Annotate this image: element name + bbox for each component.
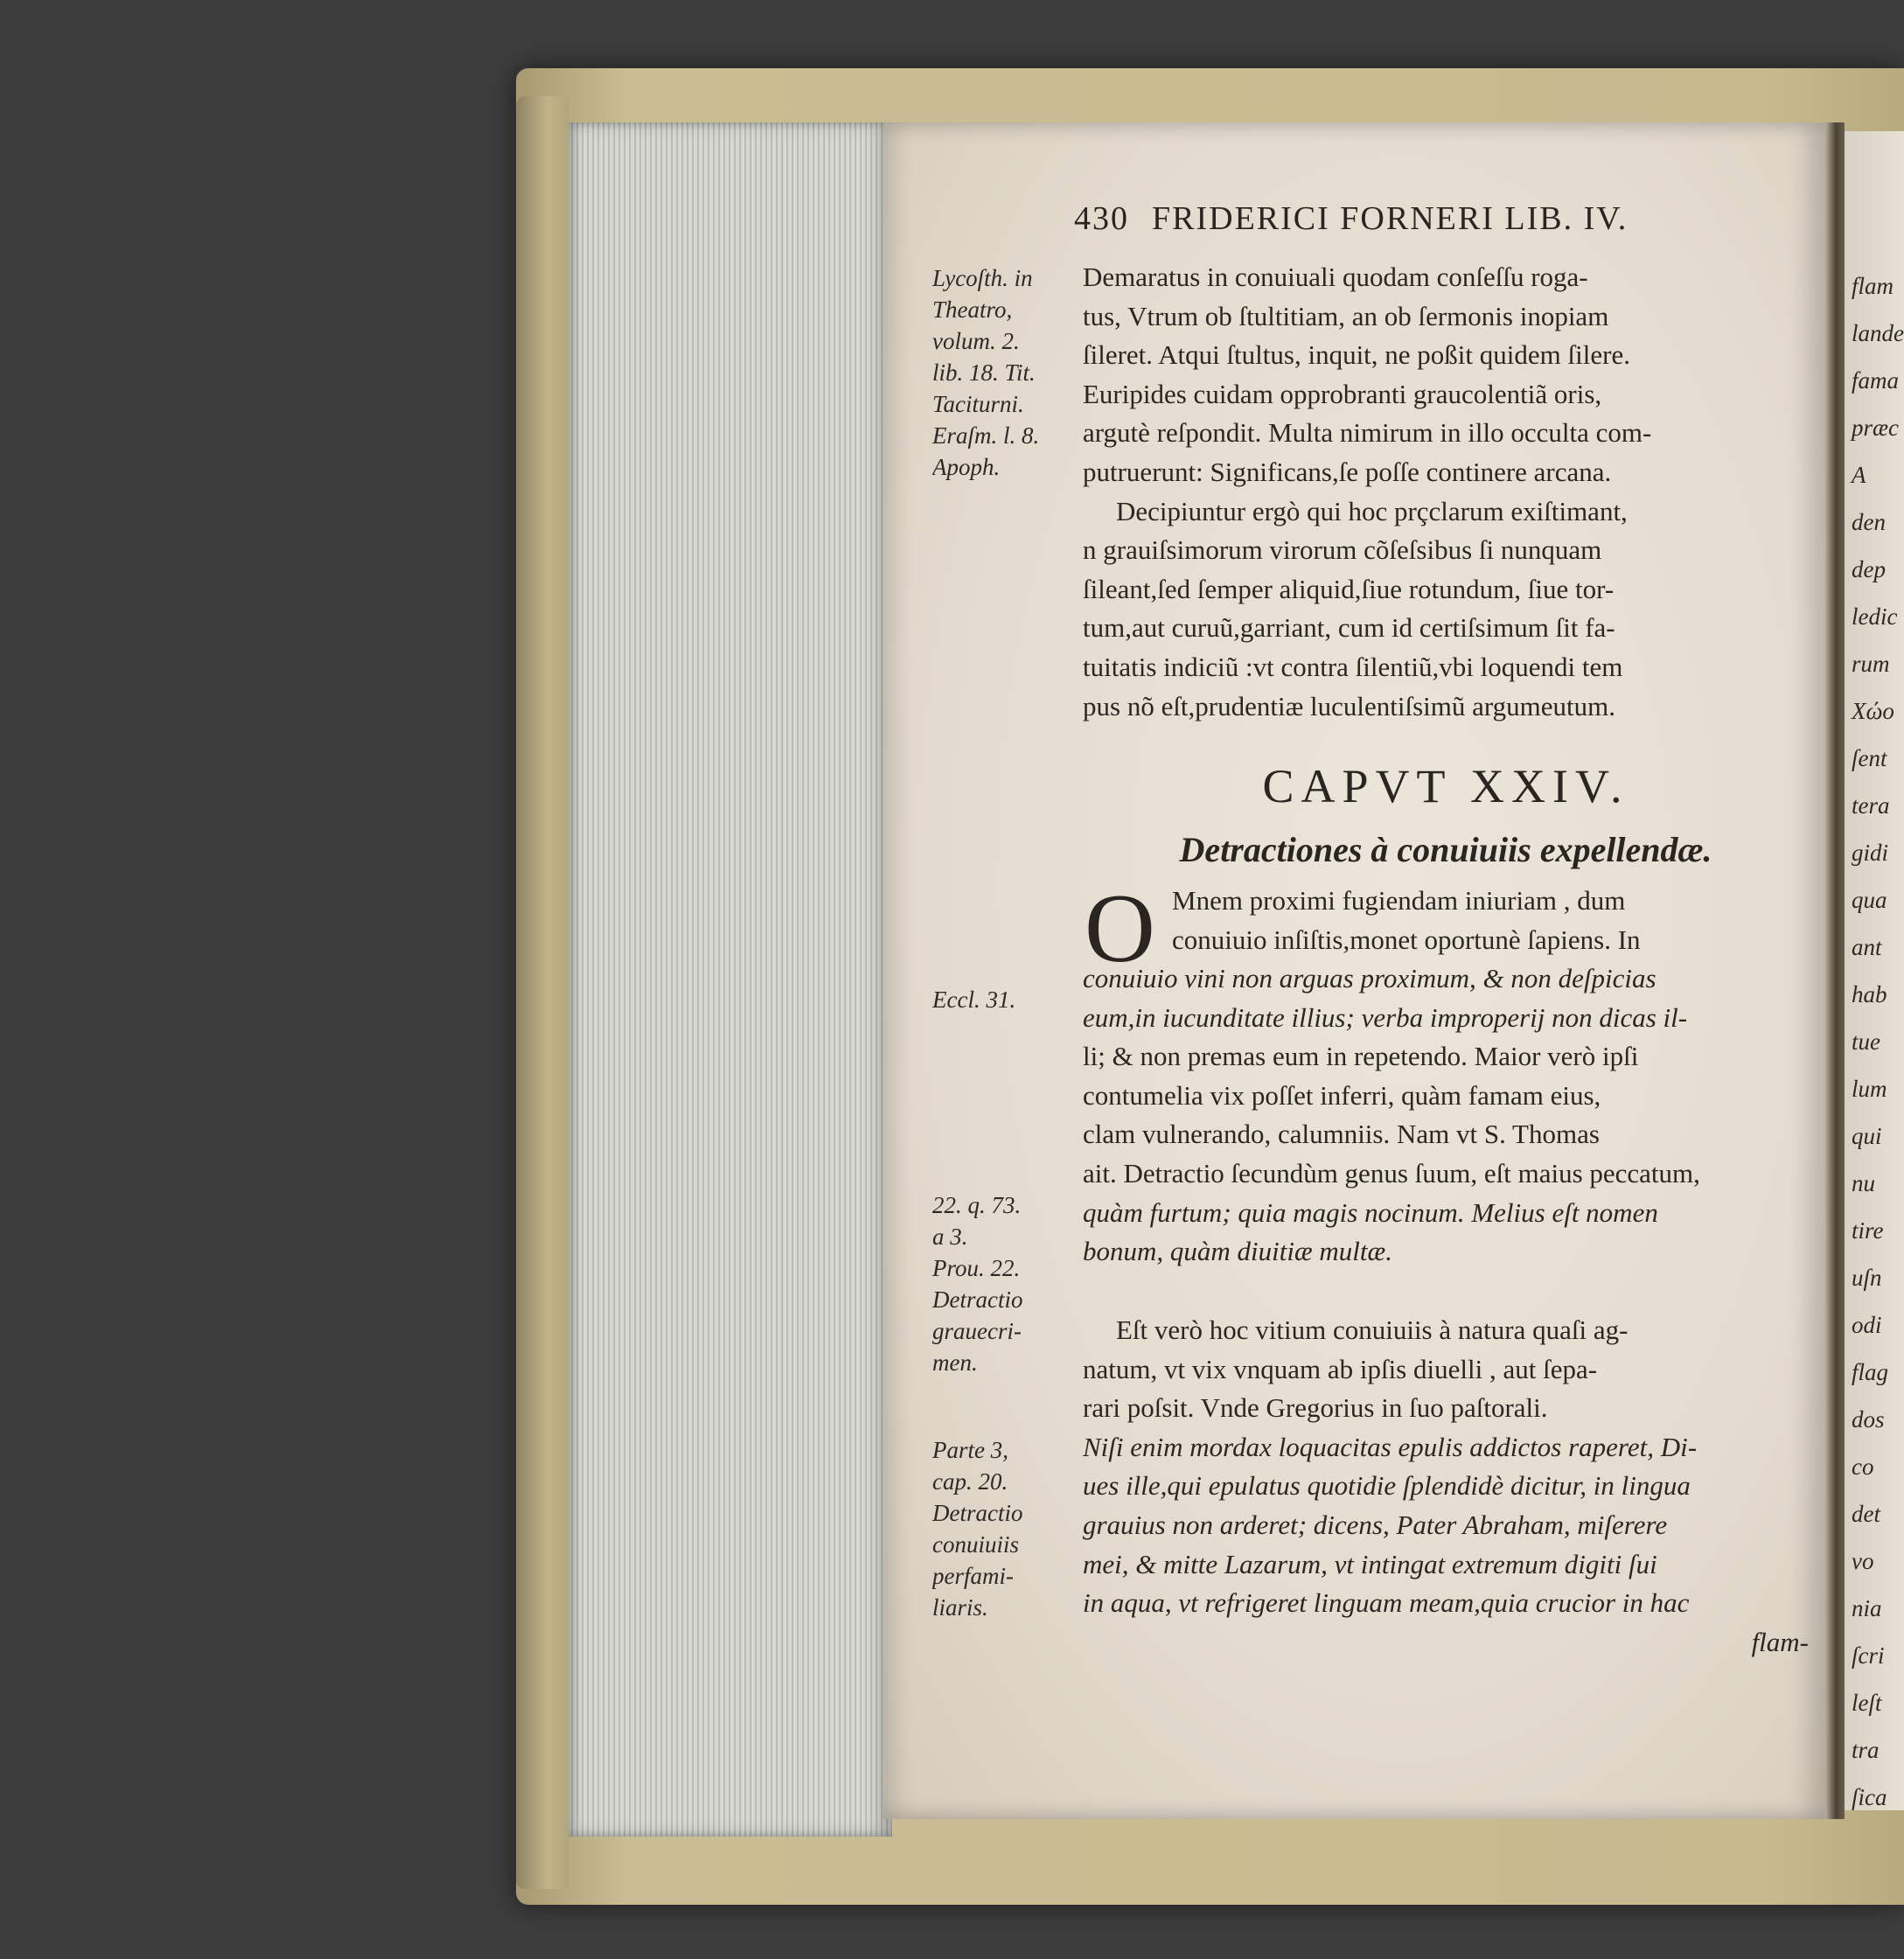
margin-line: volum. 2. — [932, 328, 1020, 354]
text-line: putruerunt: Significans,ſe poſſe continere arcana. — [1083, 456, 1612, 487]
margin-line: Eraſm. l. 8. — [932, 422, 1040, 449]
book-spine — [516, 96, 568, 1889]
margin-line: grauecri- — [932, 1318, 1022, 1344]
right-page-fragment: rum — [1852, 651, 1890, 677]
text-line: ſileant,ſed ſemper aliquid,ſiue rotundum, ſiue tor- — [1083, 573, 1615, 604]
text-line: Decipiuntur ergò qui hoc prçclarum exiſtimant, — [1116, 495, 1628, 526]
right-page-fragment: Xώo — [1852, 698, 1894, 724]
right-page-fragment: tera — [1852, 792, 1890, 819]
right-page-fragment: vo — [1852, 1548, 1874, 1574]
right-page-fragment: ſent — [1852, 745, 1887, 771]
text-line: grauius non arderet; dicens, Pater Abraham, miſerere — [1083, 1509, 1668, 1540]
margin-line: Eccl. 31. — [932, 986, 1016, 1013]
margin-line: men. — [932, 1349, 978, 1376]
right-page-fragment: ſcri — [1852, 1642, 1885, 1669]
text-line: argutè reſpondit. Multa nimirum in illo occulta com- — [1083, 417, 1652, 449]
gutter — [1825, 122, 1845, 1819]
paragraph-4 — [1083, 1311, 1809, 1662]
right-page-fragment: tire — [1852, 1217, 1884, 1244]
paragraph-3-opening — [1172, 882, 1809, 959]
text-line: tum,aut curuũ,garriant, cum id certiſsimum ſit fa- — [1083, 612, 1615, 644]
text-line: contumelia vix poſſet inferri, quàm famam eius, — [1083, 1079, 1601, 1111]
text-line: mei, & mitte Lazarum, vt intingat extremum digiti ſui — [1083, 1548, 1657, 1579]
text-line: conuiuio vini non arguas proximum, & non deſpicias — [1083, 963, 1656, 993]
margin-line: liaris. — [932, 1594, 988, 1621]
right-page-fragment: dep — [1852, 556, 1886, 582]
right-page-fragment: co — [1852, 1454, 1874, 1480]
text-line: bonum, quàm diuitiæ multæ. — [1083, 1236, 1392, 1267]
margin-line: lib. 18. Tit. — [932, 359, 1036, 386]
text-line: conuiuio inſiſtis,monet oportunè ſapiens. In — [1172, 924, 1641, 955]
right-page-fragment: nu — [1852, 1170, 1875, 1196]
margin-line: perfami- — [932, 1563, 1014, 1589]
right-page-fragment: ant — [1852, 934, 1882, 960]
margin-note-3 — [932, 1189, 1072, 1378]
right-page-fragment: præc — [1852, 415, 1899, 441]
margin-line: Detractio — [932, 1500, 1023, 1526]
paragraph-3 — [1083, 959, 1809, 1272]
margin-line: Apoph. — [932, 454, 1001, 480]
margin-line: cap. 20. — [932, 1468, 1008, 1495]
right-page-fragment: lande — [1852, 320, 1904, 346]
paragraph-1 — [1083, 258, 1809, 726]
margin-note-4 — [932, 1434, 1072, 1623]
text-line: in aqua, vt refrigeret linguam meam,quia crucior in hac — [1083, 1587, 1690, 1619]
right-page-fragment: fama — [1852, 367, 1899, 394]
text-line: Demaratus in conuiuali quodam conſeſſu roga- — [1083, 261, 1588, 292]
margin-line: conuiuiis — [932, 1531, 1019, 1558]
margin-line: Detractio — [932, 1286, 1023, 1313]
text-line: ſileret. Atqui ſtultus, inquit, ne poßit quidem ſilere. — [1083, 339, 1630, 371]
right-page-fragment: tue — [1852, 1028, 1880, 1055]
right-page-fragment: flam — [1852, 273, 1894, 299]
text-line: pus nõ eſt,prudentiæ luculentiſsimũ argumeutum. — [1083, 690, 1616, 722]
text-line: tus, Vtrum ob ſtultitiam, an ob ſermonis inopiam — [1083, 300, 1609, 331]
right-page-fragment: tra — [1852, 1737, 1880, 1763]
right-page-fragment: qui — [1852, 1123, 1882, 1149]
right-page-fragment: leſt — [1852, 1690, 1882, 1716]
margin-line: a 3. — [932, 1224, 968, 1250]
catchword: flam- — [1751, 1626, 1809, 1657]
right-page-fragment: ſica — [1852, 1784, 1887, 1810]
right-page-fragment: den — [1852, 509, 1886, 535]
right-page-fragment: A — [1852, 462, 1866, 488]
text-line: eum,in iucunditate illius; verba improperij non dicas il- — [1083, 1001, 1688, 1033]
right-page-fragment: gidi — [1852, 840, 1889, 866]
chapter-subtitle: Detractiones à conuiuiis expellendæ. — [1179, 830, 1712, 869]
right-page-fragment: qua — [1852, 887, 1887, 913]
running-title: FRIDERICI FORNERI LIB. IV. — [1152, 200, 1629, 237]
text-line: clam vulnerando, calumniis. Nam vt S. Thomas — [1083, 1119, 1600, 1150]
text-line: quàm furtum; quia magis nocinum. Melius eſt nomen — [1083, 1196, 1658, 1228]
text-line: tuitatis indiciũ :vt contra ſilentiũ,vbi loquendi tem — [1083, 651, 1623, 682]
margin-line: Parte 3, — [932, 1437, 1008, 1463]
right-page-fragment: flag — [1852, 1359, 1889, 1385]
margin-note-1 — [932, 262, 1072, 483]
right-page-fragment: nia — [1852, 1595, 1882, 1621]
right-page-fragment: lum — [1852, 1076, 1887, 1102]
margin-line: 22. q. 73. — [932, 1192, 1022, 1218]
text-line: natum, vt vix vnquam ab ipſis diuelli , aut ſepa- — [1083, 1353, 1598, 1384]
right-page-fragment: dos — [1852, 1406, 1885, 1433]
text-line: ait. Detractio ſecundùm genus ſuum, eſt maius peccatum, — [1083, 1157, 1700, 1189]
text-line: Mnem proximi fugiendam iniuriam , dum — [1172, 885, 1626, 916]
text-line: ues ille,qui epulatus quotidie ſplendidè dicitur, in lingua — [1083, 1470, 1691, 1502]
page-number: 430 — [1074, 200, 1129, 237]
right-page-fragment: ledic — [1852, 603, 1898, 630]
margin-note-2 — [932, 984, 1072, 1015]
drop-capital: O — [1085, 875, 1155, 983]
margin-line: Taciturni. — [932, 391, 1024, 417]
text-line: li; & non premas eum in repetendo. Maior verò ipſi — [1083, 1041, 1639, 1072]
text-line: n grauiſsimorum virorum cõſeſsibus ſi nunquam — [1083, 534, 1602, 566]
text-line: Niſi enim mordax loquacitas epulis addictos raperet, Di- — [1083, 1431, 1698, 1462]
text-line: Eſt verò hoc vitium conuiuiis à natura quaſi ag- — [1116, 1314, 1629, 1345]
right-page-fragment: odi — [1852, 1312, 1882, 1338]
text-line: rari poſsit. Vnde Gregorius in ſuo paſtorali. — [1083, 1392, 1548, 1424]
margin-line: Lycoſth. in — [932, 265, 1033, 291]
right-page-fragment: det — [1852, 1501, 1880, 1527]
page-edges — [568, 122, 892, 1837]
running-head — [1074, 199, 1791, 238]
text-line: Euripides cuidam opprobranti graucolentiã oris, — [1083, 378, 1602, 409]
right-page-fragment: uſn — [1852, 1265, 1882, 1291]
chapter-title: CAPVT XXIV. — [1262, 760, 1629, 812]
right-page-fragment: hab — [1852, 981, 1887, 1007]
margin-line: Theatro, — [932, 296, 1013, 323]
margin-line: Prou. 22. — [932, 1255, 1021, 1281]
